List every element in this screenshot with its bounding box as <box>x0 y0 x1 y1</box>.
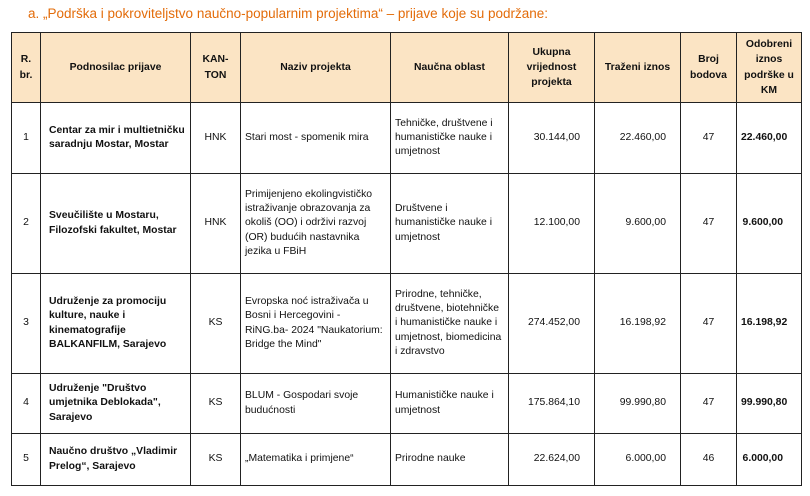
cell-field: Društvene i humanističke nauke i umjetnost <box>391 174 509 274</box>
col-header-project: Naziv projekta <box>241 33 391 103</box>
cell-applicant: Udruženje "Društvo umjetnika Deblokada", Sarajevo <box>41 374 191 434</box>
cell-applicant: Naučno društvo „Vladimir Prelog“, Sarajevo <box>41 434 191 486</box>
cell-canton: KS <box>191 274 241 374</box>
cell-total: 30.144,00 <box>509 103 595 174</box>
cell-approved: 16.198,92 <box>737 274 802 374</box>
cell-rbr: 4 <box>12 374 41 434</box>
table-row <box>12 174 802 274</box>
cell-approved: 99.990,80 <box>737 374 802 434</box>
cell-approved: 22.460,00 <box>737 103 802 174</box>
cell-project: Stari most - spomenik mira <box>241 103 391 174</box>
cell-applicant: Sveučilište u Mostaru, Filozofski fakultet, Mostar <box>41 174 191 274</box>
cell-points: 47 <box>681 174 737 274</box>
cell-project: Primijenjeno ekolingvističko istraživanje obrazovanja za okoliš (OO) i održivi razvoj (OR) budućih nastavnika jezika u FBiH <box>241 174 391 274</box>
cell-requested: 6.000,00 <box>595 434 681 486</box>
cell-points: 47 <box>681 374 737 434</box>
table-row <box>12 103 802 174</box>
col-header-applicant: Podnosilac prijave <box>41 33 191 103</box>
col-header-rbr: R. br. <box>12 33 41 103</box>
cell-project: Evropska noć istraživača u Bosni i Hercegovini - RiNG.ba- 2024 "Naukatorium: Bridge the Mind" <box>241 274 391 374</box>
cell-rbr: 3 <box>12 274 41 374</box>
cell-field: Tehničke, društvene i humanističke nauke i umjetnost <box>391 103 509 174</box>
cell-points: 47 <box>681 274 737 374</box>
table-row <box>12 374 802 434</box>
cell-points: 46 <box>681 434 737 486</box>
cell-canton: HNK <box>191 103 241 174</box>
col-header-approved: Odobreni iznos podrške u KM <box>737 33 802 103</box>
cell-project: „Matematika i primjene“ <box>241 434 391 486</box>
cell-rbr: 1 <box>12 103 41 174</box>
cell-rbr: 5 <box>12 434 41 486</box>
table-row <box>12 434 802 486</box>
section-heading: a. „Podrška i pokroviteljstvo naučno-popularnim projektima“ – prijave koje su podržane: <box>28 6 549 21</box>
cell-rbr: 2 <box>12 174 41 274</box>
cell-project: BLUM - Gospodari svoje budućnosti <box>241 374 391 434</box>
cell-field: Prirodne nauke <box>391 434 509 486</box>
col-header-total: Ukupna vrijednost projekta <box>509 33 595 103</box>
cell-approved: 9.600,00 <box>737 174 802 274</box>
cell-total: 175.864,10 <box>509 374 595 434</box>
table-header-row <box>12 33 802 103</box>
cell-canton: KS <box>191 434 241 486</box>
table-row <box>12 274 802 374</box>
cell-applicant: Udruženje za promociju kulture, nauke i kinematografije BALKANFILM, Sarajevo <box>41 274 191 374</box>
cell-requested: 22.460,00 <box>595 103 681 174</box>
cell-total: 274.452,00 <box>509 274 595 374</box>
cell-canton: KS <box>191 374 241 434</box>
supported-applications-table <box>11 32 802 486</box>
cell-canton: HNK <box>191 174 241 274</box>
cell-requested: 99.990,80 <box>595 374 681 434</box>
col-header-requested: Traženi iznos <box>595 33 681 103</box>
cell-requested: 16.198,92 <box>595 274 681 374</box>
cell-points: 47 <box>681 103 737 174</box>
cell-total: 12.100,00 <box>509 174 595 274</box>
cell-field: Humanističke nauke i umjetnost <box>391 374 509 434</box>
col-header-canton: KAN-TON <box>191 33 241 103</box>
col-header-field: Naučna oblast <box>391 33 509 103</box>
cell-field: Prirodne, tehničke, društvene, biotehničke i humanističke nauke i umjetnost, biomedicina i zdravstvo <box>391 274 509 374</box>
cell-total: 22.624,00 <box>509 434 595 486</box>
cell-requested: 9.600,00 <box>595 174 681 274</box>
cell-applicant: Centar za mir i multietničku saradnju Mostar, Mostar <box>41 103 191 174</box>
cell-approved: 6.000,00 <box>737 434 802 486</box>
col-header-points: Broj bodova <box>681 33 737 103</box>
